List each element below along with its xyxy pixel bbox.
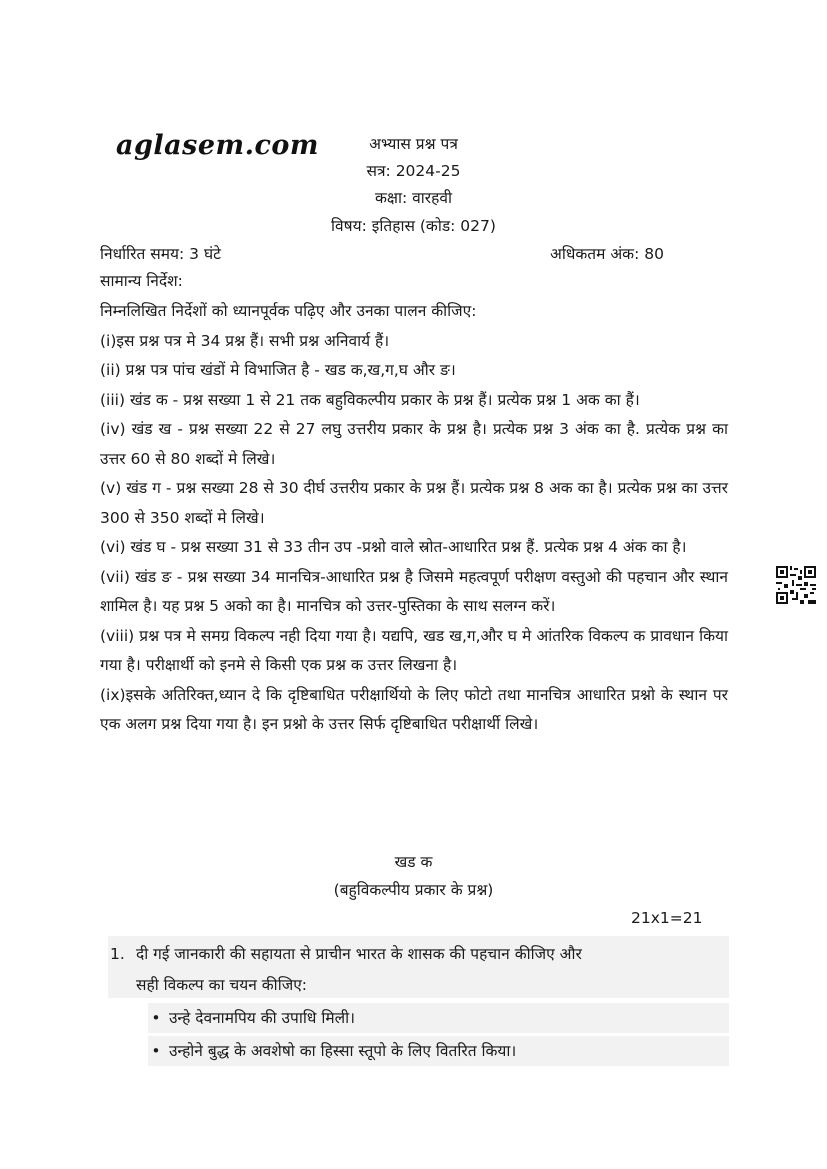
instruction-item: (ii) प्रश्न पत्र पांच खंडों मे विभाजित है - खड क,ख,ग,घ और ङ। [100, 361, 456, 379]
section-heading: खड क [394, 853, 433, 871]
instruction-item: (iii) खंड क - प्रश्न सख्या 1 से 21 तक बहुविकल्पीय प्रकार के प्रश्न हैं। प्रत्येक प्रश्न 1 अक का हैं। [100, 390, 640, 409]
subject-line: विषय: इतिहास (कोड: 027) [331, 217, 496, 235]
instructions-block [100, 297, 728, 740]
general-instructions-heading: सामान्य निर्देश: [100, 272, 183, 290]
option-text: उन्होने बुद्ध के अवशेषो का हिस्सा स्तूपो के लिए वितरित किया। [168, 1042, 517, 1060]
instructions-intro: निम्नलिखित निर्देशों को ध्यानपूर्वक पढ़िए और उनका पालन कीजिए: [100, 302, 477, 320]
question-option [148, 1003, 729, 1033]
max-marks: अधिकतम अंक: 80 [550, 245, 664, 263]
question-text-line: सही विकल्प का चयन कीजिए: [136, 976, 308, 994]
instruction-item: (vii) खंड ङ - प्रश्न सख्या 34 मानचित्र-आधारित प्रश्न है जिसमे महत्वपूर्ण परीक्षण वस्तुओ की पहचान और स्थान शामिल है। यह प्रश्न 5 अको का है। मानचित्र को उत्तर-पुस्तिका के साथ सलग्न करें। [100, 567, 728, 615]
option-text: उन्हे देवनामपिय की उपाधि मिली। [168, 1009, 356, 1027]
instruction-item: (vi) खंड घ - प्रश्न सख्या 31 से 33 तीन उप -प्रश्नो वाले स्रोत-आधारित प्रश्न हैं. प्रत्येक प्रश्न 4 अंक का है। [100, 538, 687, 556]
instruction-item: (v) खंड ग - प्रश्न सख्या 28 से 30 दीर्घ उत्तरीय प्रकार के प्रश्न हैं। प्रत्येक प्रश्न 8 अक का है। प्रत्येक प्रश्न का उत्तर 300 से 350 शब्दों मे लिखे। [100, 479, 728, 527]
question-option [148, 1036, 729, 1066]
bullet-icon: • [151, 1009, 161, 1027]
class-line: कक्षा: वारहवी [374, 189, 453, 207]
question-number: 1. [110, 945, 125, 963]
aglasem-logo: aglasem.com [116, 130, 319, 161]
instruction-item: (iv) खंड ख - प्रश्न सख्या 22 से 27 लघु उत्तरीय प्रकार के प्रश्न है। प्रत्येक प्रश्न 3 अंक का है. प्रत्येक प्रश्न का उत्तर 60 से 80 शब्दों मे लिखे। [100, 420, 728, 468]
section-subtitle: (बहुविकल्पीय प्रकार के प्रश्न) [333, 881, 494, 899]
session-line: सत्र: 2024-25 [366, 162, 461, 180]
instruction-item: (i)इस प्रश्न पत्र मे 34 प्रश्न हैं। सभी प्रश्न अनिवार्य हैं। [100, 331, 390, 350]
section-marks: 21x1=21 [631, 909, 703, 927]
time-allowed: निर्धारित समय: 3 घंटे [100, 245, 221, 263]
instruction-item: (viii) प्रश्न पत्र मे समग्र विकल्प नही दिया गया है। यद्यपि, खड ख,ग,और घ मे आंतरिक विकल्प क प्रावधान किया गया है। परीक्षार्थी को इनमे से किसी एक प्रश्न क उत्तर लिखना है। [100, 626, 728, 674]
paper-title: अभ्यास प्रश्न पत्र [369, 135, 458, 153]
instruction-item: (ix)इसके अतिरिक्त,ध्यान दे कि दृष्टिबाधित परीक्षार्थियो के लिए फोटो तथा मानचित्र आधारित प्रश्नो के स्थान पर एक अलग प्रश्न दिया गया है। इन प्रश्नो के उत्तर सिर्फ दृष्टिबाधित परीक्षार्थी लिखे। [100, 685, 728, 733]
qr-code-icon[interactable] [776, 566, 816, 604]
question-text-line: दी गई जानकारी की सहायता से प्राचीन भारत के शासक की पहचान कीजिए और [136, 945, 582, 963]
bullet-icon: • [151, 1042, 161, 1060]
